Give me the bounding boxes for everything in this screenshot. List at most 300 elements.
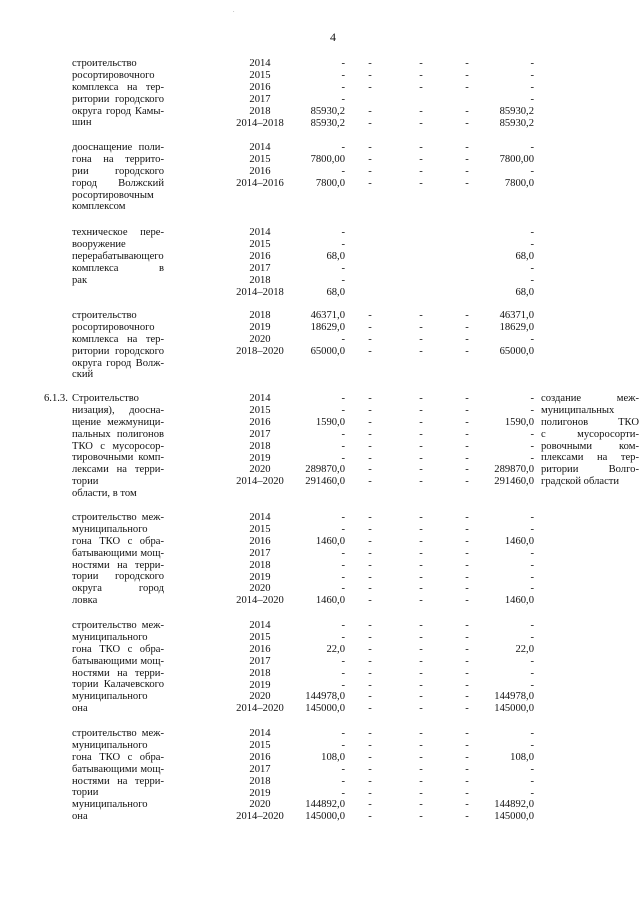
total-cell: -: [341, 763, 345, 775]
federal-cell: -: [368, 393, 372, 404]
extrabudget-cell: -: [530, 238, 534, 250]
year-cell: 2014–2018: [236, 286, 284, 298]
item-name-line: гона ТКО с обра-: [72, 643, 164, 655]
item-name-line: ритории городского: [72, 93, 164, 105]
year-cell: 2017: [249, 655, 271, 667]
local-cell: -: [465, 345, 469, 357]
item-name-line: тории: [72, 476, 99, 488]
item-name-line: тории Калачевского: [72, 679, 164, 691]
total-cell: 145000,0: [305, 703, 345, 715]
local-cell: -: [465, 643, 469, 655]
federal-cell: -: [368, 571, 372, 583]
item-name-line: шин: [72, 117, 92, 129]
year-cell: 2018: [249, 310, 271, 321]
regional-cell: -: [419, 691, 423, 703]
local-cell: -: [465, 595, 469, 607]
total-cell: -: [341, 238, 345, 250]
year-cell: 2014: [249, 620, 271, 631]
year-cell: 2017: [249, 93, 271, 105]
item-name-line: Строительство: [72, 393, 139, 404]
federal-cell: -: [368, 643, 372, 655]
extrabudget-cell: -: [530, 763, 534, 775]
regional-cell: -: [419, 393, 423, 404]
extrabudget-cell: 46371,0: [499, 310, 534, 321]
regional-cell: -: [419, 595, 423, 607]
regional-cell: -: [419, 177, 423, 189]
local-cell: -: [465, 739, 469, 751]
federal-cell: -: [368, 535, 372, 547]
regional-cell: -: [419, 428, 423, 440]
year-cell: 2015: [249, 631, 271, 643]
extrabudget-cell: -: [530, 679, 534, 691]
extrabudget-cell: -: [530, 165, 534, 177]
item-name: [72, 227, 164, 286]
expected-result-line: создание меж-: [541, 393, 639, 404]
extrabudget-cell: -: [530, 547, 534, 559]
extrabudget-cell: -: [530, 81, 534, 93]
extrabudget-cell: 1590,0: [504, 416, 534, 428]
year-cell: 2019: [249, 679, 271, 691]
regional-cell: -: [419, 476, 423, 488]
item-name-line: комплексом: [72, 201, 126, 213]
total-cell: -: [341, 655, 345, 667]
year-cell: 2018: [249, 775, 271, 787]
total-cell: -: [341, 81, 345, 93]
year-cell: 2019: [249, 321, 271, 333]
regional-cell: -: [419, 763, 423, 775]
year-cell: 2016: [249, 165, 271, 177]
extrabudget-cell: -: [530, 728, 534, 739]
regional-cell: -: [419, 655, 423, 667]
extrabudget-cell: -: [530, 559, 534, 571]
item-name-line: пальных полигонов: [72, 428, 164, 440]
extrabudget-cell: -: [530, 440, 534, 452]
year-cell: 2017: [249, 763, 271, 775]
item-name: [72, 620, 164, 715]
item-name-line: тории городского: [72, 571, 164, 583]
federal-cell: -: [368, 142, 372, 153]
year-cell: 2018–2020: [236, 345, 284, 357]
total-cell: 68,0: [326, 250, 345, 262]
local-cell: -: [465, 393, 469, 404]
regional-cell: -: [419, 404, 423, 416]
total-cell: -: [341, 404, 345, 416]
local-cell: -: [465, 763, 469, 775]
federal-cell: -: [368, 799, 372, 811]
total-cell: 1460,0: [315, 535, 345, 547]
extrabudget-cell: 144892,0: [494, 799, 534, 811]
year-cell: 2014: [249, 393, 271, 404]
year-cell: 2014–2016: [236, 177, 284, 189]
scan-speck: .: [233, 8, 235, 14]
extrabudget-cell: -: [530, 58, 534, 69]
federal-cell: -: [368, 679, 372, 691]
total-cell: -: [341, 512, 345, 523]
extrabudget-cell: -: [530, 571, 534, 583]
expected-result-line: ровочными ком-: [541, 440, 639, 452]
total-cell: -: [341, 58, 345, 69]
year-cell: 2015: [249, 238, 271, 250]
regional-cell: -: [419, 583, 423, 595]
total-cell: -: [341, 165, 345, 177]
year-cell: 2019: [249, 787, 271, 799]
item-name-line: город Волжский: [72, 177, 164, 189]
total-cell: -: [341, 452, 345, 464]
extrabudget-cell: 108,0: [510, 751, 534, 763]
total-cell: 18629,0: [310, 321, 345, 333]
federal-cell: -: [368, 58, 372, 69]
item-name-line: строительство меж-: [72, 620, 164, 631]
year-cell: 2019: [249, 452, 271, 464]
item-name: [72, 58, 164, 129]
year-cell: 2014–2020: [236, 595, 284, 607]
item-name-line: тории: [72, 787, 99, 799]
local-cell: -: [465, 583, 469, 595]
year-cell: 2016: [249, 535, 271, 547]
local-cell: -: [465, 787, 469, 799]
year-cell: 2018: [249, 667, 271, 679]
extrabudget-cell: -: [530, 452, 534, 464]
extrabudget-cell: 68,0: [515, 250, 534, 262]
total-cell: 1460,0: [315, 595, 345, 607]
extrabudget-cell: 22,0: [515, 643, 534, 655]
total-cell: 46371,0: [310, 310, 345, 321]
item-name-line: щение межмуници-: [72, 416, 164, 428]
total-cell: 289870,0: [305, 464, 345, 476]
total-cell: 68,0: [326, 286, 345, 298]
year-cell: 2020: [249, 333, 271, 345]
expected-result-line: с мусоросорти-: [541, 428, 639, 440]
local-cell: -: [465, 310, 469, 321]
federal-cell: -: [368, 811, 372, 823]
total-cell: -: [341, 728, 345, 739]
extrabudget-cell: 68,0: [515, 286, 534, 298]
item-name-line: росортировочного: [72, 321, 155, 333]
extrabudget-cell: -: [530, 227, 534, 238]
year-cell: 2020: [249, 464, 271, 476]
local-cell: -: [465, 428, 469, 440]
year-cell: 2015: [249, 523, 271, 535]
local-cell: -: [465, 142, 469, 153]
federal-cell: -: [368, 559, 372, 571]
federal-cell: -: [368, 153, 372, 165]
local-cell: -: [465, 811, 469, 823]
extrabudget-cell: -: [530, 142, 534, 153]
federal-cell: -: [368, 631, 372, 643]
year-cell: 2014–2020: [236, 476, 284, 488]
item-name-line: муниципального: [72, 691, 148, 703]
total-cell: -: [341, 787, 345, 799]
total-cell: 7800,0: [315, 177, 345, 189]
regional-cell: -: [419, 464, 423, 476]
local-cell: -: [465, 679, 469, 691]
federal-cell: -: [368, 345, 372, 357]
extrabudget-cell: 85930,2: [499, 117, 534, 129]
item-name-line: ностями на терри-: [72, 559, 164, 571]
item-name-line: дооснащение поли-: [72, 142, 164, 153]
year-cell: 2018: [249, 440, 271, 452]
extrabudget-cell: -: [530, 787, 534, 799]
regional-cell: -: [419, 679, 423, 691]
extrabudget-cell: -: [530, 523, 534, 535]
item-name-line: ский: [72, 369, 94, 381]
total-cell: -: [341, 142, 345, 153]
local-cell: -: [465, 620, 469, 631]
item-name-line: ностями на терри-: [72, 775, 164, 787]
total-cell: -: [341, 631, 345, 643]
item-name-line: низация), доосна-: [72, 404, 164, 416]
expected-result: [541, 393, 639, 488]
regional-cell: -: [419, 105, 423, 117]
extrabudget-cell: -: [530, 620, 534, 631]
local-cell: -: [465, 751, 469, 763]
local-cell: -: [465, 404, 469, 416]
total-cell: 7800,00: [310, 153, 345, 165]
federal-cell: -: [368, 703, 372, 715]
item-name: [72, 728, 164, 823]
extrabudget-cell: -: [530, 739, 534, 751]
item-name-line: гона на террито-: [72, 153, 164, 165]
extrabudget-cell: -: [530, 93, 534, 105]
total-cell: -: [341, 274, 345, 286]
federal-cell: -: [368, 310, 372, 321]
federal-cell: -: [368, 595, 372, 607]
regional-cell: -: [419, 620, 423, 631]
federal-cell: -: [368, 464, 372, 476]
year-cell: 2016: [249, 416, 271, 428]
total-cell: -: [341, 523, 345, 535]
local-cell: -: [465, 452, 469, 464]
year-cell: 2014: [249, 227, 271, 238]
total-cell: -: [341, 93, 345, 105]
local-cell: -: [465, 655, 469, 667]
local-cell: -: [465, 153, 469, 165]
regional-cell: -: [419, 142, 423, 153]
item-name: [72, 393, 164, 500]
item-name-line: муниципального: [72, 799, 148, 811]
year-cell: 2016: [249, 751, 271, 763]
year-cell: 2017: [249, 262, 271, 274]
year-cell: 2016: [249, 81, 271, 93]
item-name-line: росортировочного: [72, 69, 155, 81]
regional-cell: -: [419, 703, 423, 715]
local-cell: -: [465, 535, 469, 547]
regional-cell: -: [419, 523, 423, 535]
regional-cell: -: [419, 440, 423, 452]
federal-cell: -: [368, 333, 372, 345]
regional-cell: -: [419, 452, 423, 464]
item-name-line: округа город: [72, 583, 164, 595]
extrabudget-cell: 289870,0: [494, 464, 534, 476]
total-cell: 1590,0: [315, 416, 345, 428]
local-cell: -: [465, 117, 469, 129]
regional-cell: -: [419, 559, 423, 571]
federal-cell: -: [368, 404, 372, 416]
extrabudget-cell: -: [530, 512, 534, 523]
extrabudget-cell: -: [530, 274, 534, 286]
year-cell: 2018: [249, 105, 271, 117]
local-cell: -: [465, 416, 469, 428]
local-cell: -: [465, 105, 469, 117]
extrabudget-cell: 1460,0: [504, 595, 534, 607]
item-name-line: строительство меж-: [72, 728, 164, 739]
federal-cell: -: [368, 620, 372, 631]
item-name-line: комплекса на тер-: [72, 333, 164, 345]
item-name-line: лексами на терри-: [72, 464, 164, 476]
extrabudget-cell: 1460,0: [504, 535, 534, 547]
local-cell: -: [465, 440, 469, 452]
year-cell: 2014–2020: [236, 811, 284, 823]
year-cell: 2019: [249, 571, 271, 583]
federal-cell: -: [368, 523, 372, 535]
item-name-line: росортировочным: [72, 189, 154, 201]
local-cell: -: [465, 775, 469, 787]
federal-cell: -: [368, 655, 372, 667]
local-cell: -: [465, 523, 469, 535]
local-cell: -: [465, 177, 469, 189]
year-cell: 2014: [249, 58, 271, 69]
item-name-line: строительство: [72, 310, 137, 321]
extrabudget-cell: 7800,00: [499, 153, 534, 165]
item-name-line: вооружение: [72, 238, 126, 250]
regional-cell: -: [419, 165, 423, 177]
extrabudget-cell: -: [530, 404, 534, 416]
extrabudget-cell: -: [530, 631, 534, 643]
regional-cell: -: [419, 81, 423, 93]
federal-cell: -: [368, 739, 372, 751]
item-name: [72, 142, 164, 213]
item-name: [72, 512, 164, 607]
local-cell: -: [465, 165, 469, 177]
total-cell: -: [341, 667, 345, 679]
year-cell: 2020: [249, 691, 271, 703]
year-cell: 2016: [249, 250, 271, 262]
total-cell: -: [341, 262, 345, 274]
total-cell: -: [341, 440, 345, 452]
extrabudget-cell: -: [530, 775, 534, 787]
local-cell: -: [465, 728, 469, 739]
regional-cell: -: [419, 69, 423, 81]
federal-cell: -: [368, 416, 372, 428]
year-cell: 2014–2020: [236, 703, 284, 715]
total-cell: -: [341, 393, 345, 404]
regional-cell: -: [419, 667, 423, 679]
total-cell: 144978,0: [305, 691, 345, 703]
local-cell: -: [465, 321, 469, 333]
item-number: 6.1.3.: [44, 393, 68, 404]
federal-cell: -: [368, 428, 372, 440]
year-cell: 2014: [249, 142, 271, 153]
extrabudget-cell: -: [530, 393, 534, 404]
total-cell: 85930,2: [310, 117, 345, 129]
local-cell: -: [465, 631, 469, 643]
regional-cell: -: [419, 117, 423, 129]
extrabudget-cell: 144978,0: [494, 691, 534, 703]
local-cell: -: [465, 799, 469, 811]
item-name-line: области, в том: [72, 488, 137, 500]
total-cell: -: [341, 428, 345, 440]
federal-cell: -: [368, 81, 372, 93]
extrabudget-cell: 85930,2: [499, 105, 534, 117]
item-name-line: комплекса на тер-: [72, 81, 164, 93]
regional-cell: -: [419, 535, 423, 547]
item-name-line: она: [72, 811, 88, 823]
year-cell: 2018: [249, 274, 271, 286]
total-cell: 144892,0: [305, 799, 345, 811]
expected-result-line: ритории Волго-: [541, 464, 639, 476]
regional-cell: -: [419, 333, 423, 345]
year-cell: 2017: [249, 428, 271, 440]
item-name-line: гона ТКО с обра-: [72, 751, 164, 763]
regional-cell: -: [419, 512, 423, 523]
year-cell: 2014: [249, 512, 271, 523]
expected-result-line: полигонов ТКО: [541, 416, 639, 428]
item-name: [72, 310, 164, 381]
federal-cell: -: [368, 667, 372, 679]
local-cell: -: [465, 512, 469, 523]
item-name-line: комплекса в: [72, 262, 164, 274]
regional-cell: -: [419, 811, 423, 823]
federal-cell: -: [368, 751, 372, 763]
item-name-line: муниципального: [72, 739, 148, 751]
regional-cell: -: [419, 58, 423, 69]
year-cell: 2017: [249, 547, 271, 559]
year-cell: 2020: [249, 799, 271, 811]
federal-cell: -: [368, 105, 372, 117]
regional-cell: -: [419, 321, 423, 333]
regional-cell: -: [419, 416, 423, 428]
item-name-line: батывающими мощ-: [72, 763, 164, 775]
federal-cell: -: [368, 452, 372, 464]
local-cell: -: [465, 691, 469, 703]
item-name-line: ритории городского: [72, 345, 164, 357]
item-name-line: рии городского: [72, 165, 164, 177]
year-cell: 2015: [249, 153, 271, 165]
total-cell: 108,0: [321, 751, 345, 763]
item-name-line: батывающими мощ-: [72, 655, 164, 667]
item-name-line: батывающими мощ-: [72, 547, 164, 559]
federal-cell: -: [368, 763, 372, 775]
year-cell: 2018: [249, 559, 271, 571]
local-cell: -: [465, 69, 469, 81]
year-cell: 2015: [249, 69, 271, 81]
regional-cell: -: [419, 153, 423, 165]
extrabudget-cell: 18629,0: [499, 321, 534, 333]
regional-cell: -: [419, 787, 423, 799]
item-name-line: рак: [72, 274, 88, 286]
regional-cell: -: [419, 728, 423, 739]
extrabudget-cell: -: [530, 262, 534, 274]
year-cell: 2020: [249, 583, 271, 595]
local-cell: -: [465, 333, 469, 345]
local-cell: -: [465, 58, 469, 69]
federal-cell: -: [368, 321, 372, 333]
year-cell: 2014: [249, 728, 271, 739]
total-cell: -: [341, 739, 345, 751]
item-name-line: строительство: [72, 58, 137, 69]
federal-cell: -: [368, 512, 372, 523]
extrabudget-cell: -: [530, 428, 534, 440]
year-cell: 2014–2018: [236, 117, 284, 129]
total-cell: -: [341, 583, 345, 595]
federal-cell: -: [368, 583, 372, 595]
regional-cell: -: [419, 643, 423, 655]
extrabudget-cell: -: [530, 333, 534, 345]
total-cell: 145000,0: [305, 811, 345, 823]
extrabudget-cell: 145000,0: [494, 811, 534, 823]
extrabudget-cell: -: [530, 69, 534, 81]
total-cell: -: [341, 559, 345, 571]
